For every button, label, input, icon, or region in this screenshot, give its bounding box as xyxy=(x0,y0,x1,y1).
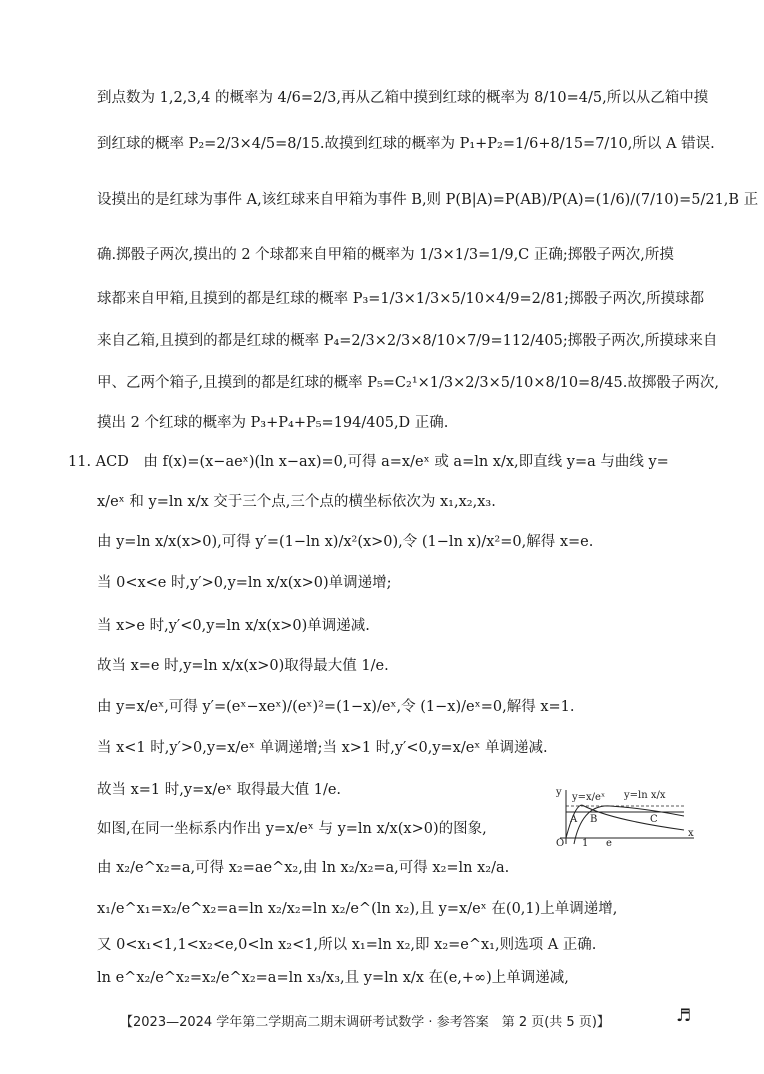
text-line: 到点数为 1,2,3,4 的概率为 4/6=2/3,再从乙箱中摸到红球的概率为 8/10=4/5,所以从乙箱中摸 xyxy=(97,90,709,106)
text-line: 由 x₂/e^x₂=a,可得 x₂=ae^x₂,由 ln x₂/x₂=a,可得 x₂=ln x₂/a. xyxy=(97,860,510,876)
text-line: 确.掷骰子两次,摸出的 2 个球都来自甲箱的概率为 1/3×1/3=1/9,C 正确;掷骰子两次,所摸 xyxy=(97,247,674,263)
text-line: x₁/e^x₁=x₂/e^x₂=a=ln x₂/x₂=ln x₂/e^(ln x₂),且 y=x/eˣ 在(0,1)上单调递增, xyxy=(97,901,618,917)
text-line: 如图,在同一坐标系内作出 y=x/eˣ 与 y=ln x/x(x>0)的图象, xyxy=(97,821,487,837)
curve2-label: y=ln x/x xyxy=(624,790,666,801)
origin-label: O xyxy=(556,838,565,846)
curve1-label: y=x/eˣ xyxy=(572,792,606,803)
point-a-label: A xyxy=(570,814,578,825)
x-axis-label: x xyxy=(688,828,694,839)
problem-11-answer: 11. ACD 由 f(x)=(x−aeˣ)(ln x−ax)=0,可得 a=x/eˣ 或 a=ln x/x,即直线 y=a 与曲线 y= xyxy=(68,454,669,470)
music-note-icon: ♬ xyxy=(676,1006,692,1026)
text-line: x/eˣ 和 y=ln x/x 交于三个点,三个点的横坐标依次为 x₁,x₂,x₃. xyxy=(97,494,496,510)
text-line: 由 y=x/eˣ,可得 y′=(eˣ−xeˣ)/(eˣ)²=(1−x)/eˣ,令 (1−x)/eˣ=0,解得 x=1. xyxy=(97,699,575,715)
text-line: 设摸出的是红球为事件 A,该红球来自甲箱为事件 B,则 P(B|A)=P(AB)/P(A)=(1/6)/(7/10)=5/21,B 正 xyxy=(97,192,759,208)
text-line: 摸出 2 个红球的概率为 P₃+P₄+P₅=194/405,D 正确. xyxy=(97,415,449,431)
point-b-label: B xyxy=(590,814,598,825)
tick-one-label: 1 xyxy=(582,838,589,846)
text-line: 由 y=ln x/x(x>0),可得 y′=(1−ln x)/x²(x>0),令 (1−ln x)/x²=0,解得 x=e. xyxy=(97,534,594,550)
tick-e-label: e xyxy=(606,838,612,846)
text-line: 当 x<1 时,y′>0,y=x/eˣ 单调递增;当 x>1 时,y′<0,y=x/eˣ 单调递减. xyxy=(97,740,548,756)
text-line: 甲、乙两个箱子,且摸到的都是红球的概率 P₅=C₂¹×1/3×2/3×5/10×8/10=8/45.故掷骰子两次, xyxy=(97,375,719,391)
text-line: 故当 x=e 时,y=ln x/x(x>0)取得最大值 1/e. xyxy=(97,658,389,674)
text-line: 当 x>e 时,y′<0,y=ln x/x(x>0)单调递减. xyxy=(97,618,370,634)
function-graph-figure xyxy=(552,786,702,846)
text-line: 又 0<x₁<1,1<x₂<e,0<ln x₂<1,所以 x₁=ln x₂,即 x₂=e^x₁,则选项 A 正确. xyxy=(97,937,597,953)
y-axis-label: y xyxy=(556,787,562,798)
page-footer: 【2023—2024 学年第二学期高二期末调研考试数学 · 参考答案 第 2 页(共 5 页)】 xyxy=(120,1015,610,1030)
point-c-label: C xyxy=(650,814,658,825)
text-line: 球都来自甲箱,且摸到的都是红球的概率 P₃=1/3×1/3×5/10×4/9=2/81;掷骰子两次,所摸球都 xyxy=(97,291,705,307)
text-line: 故当 x=1 时,y=x/eˣ 取得最大值 1/e. xyxy=(97,782,342,798)
curve-x-over-ex xyxy=(566,805,684,838)
text-line: 来自乙箱,且摸到的都是红球的概率 P₄=2/3×2/3×8/10×7/9=112/405;掷骰子两次,所摸球来自 xyxy=(97,333,718,349)
text-line: 当 0<x<e 时,y′>0,y=ln x/x(x>0)单调递增; xyxy=(97,575,392,591)
text-line: 到红球的概率 P₂=2/3×4/5=8/15.故摸到红球的概率为 P₁+P₂=1/6+8/15=7/10,所以 A 错误. xyxy=(97,136,715,152)
text-line: ln e^x₂/e^x₂=x₂/e^x₂=a=ln x₃/x₃,且 y=ln x/x 在(e,+∞)上单调递减, xyxy=(97,970,569,986)
